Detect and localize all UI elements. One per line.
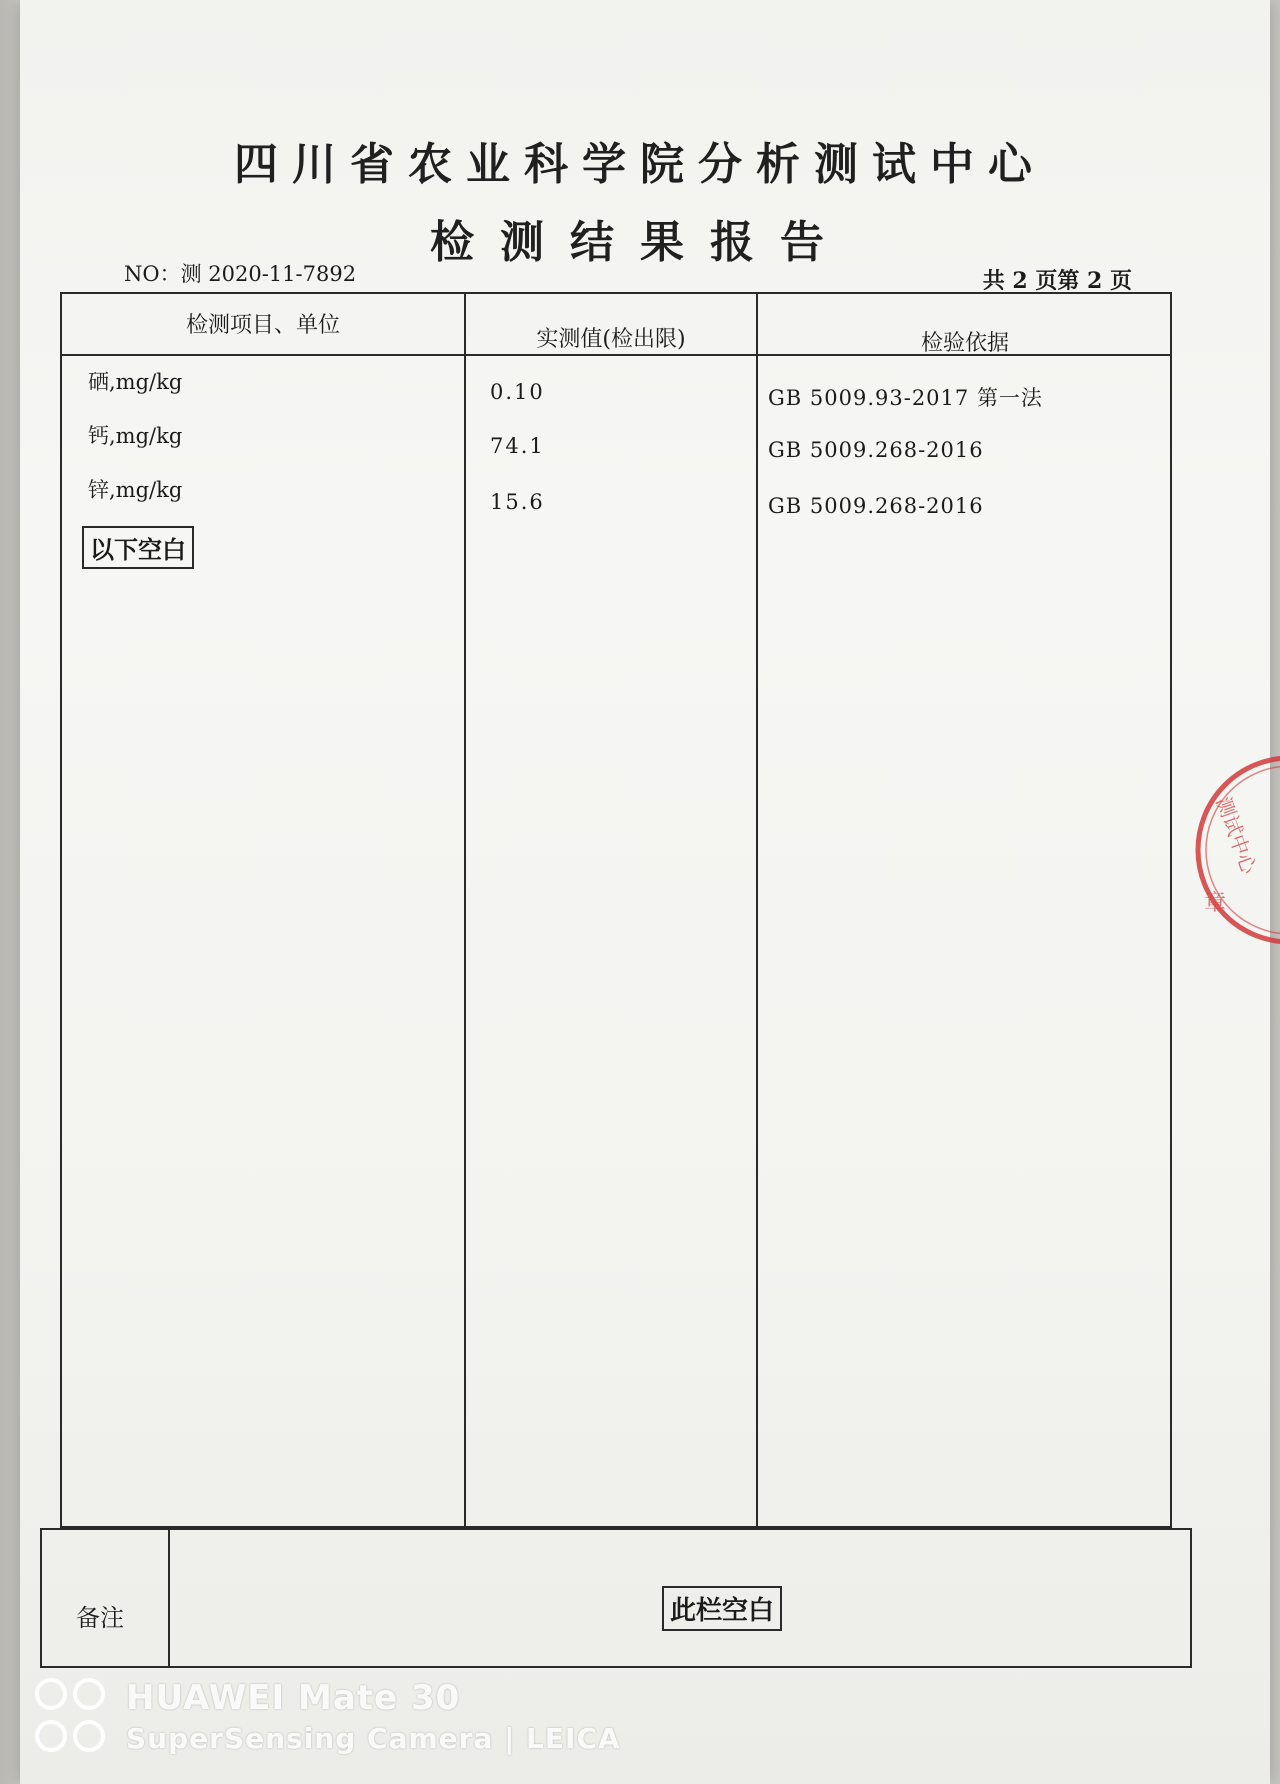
- watermark-device: HUAWEI Mate 30: [126, 1678, 461, 1718]
- table-row-item: 硒,mg/kg: [88, 370, 183, 394]
- column-divider: [464, 294, 466, 1526]
- table-row-item: 锌,mg/kg: [88, 478, 183, 502]
- column-header-method: 检验依据: [920, 331, 1009, 356]
- table-row-value: 15.6: [490, 490, 545, 514]
- remarks-divider: [168, 1530, 170, 1666]
- svg-text:测试中心: 测试中心: [1211, 793, 1262, 877]
- column-header-item: 检测项目、单位: [185, 313, 340, 338]
- column-header-value: 实测值(检出限): [536, 327, 686, 352]
- table-row-method: GB 5009.93-2017 第一法: [768, 386, 1043, 410]
- page-count: 共 2 页第 2 页: [982, 268, 1132, 294]
- watermark-camera: SuperSensing Camera | LEICA: [126, 1722, 621, 1755]
- column-divider: [756, 294, 758, 1526]
- leica-rings-icon: [34, 1676, 114, 1760]
- document-subtitle: 检测结果报告: [430, 217, 850, 268]
- table-row-item: 钙,mg/kg: [88, 424, 183, 448]
- svg-text:章: 章: [1204, 891, 1227, 916]
- official-seal-stamp: [1180, 740, 1280, 960]
- seal-stamp-icon: [1180, 740, 1280, 960]
- remarks-section: [40, 1528, 1192, 1668]
- table-row-method: GB 5009.268-2016: [768, 438, 984, 462]
- end-of-table-note: 以下空白: [82, 526, 194, 569]
- table-row-value: 74.1: [490, 434, 545, 458]
- table-row-method: GB 5009.268-2016: [768, 494, 984, 518]
- results-table: [60, 292, 1172, 1528]
- table-row-value: 0.10: [490, 380, 545, 404]
- report-number: NO：测 2020-11-7892: [124, 262, 357, 286]
- document-title: 四川省农业科学院分析测试中心: [234, 139, 1046, 190]
- remarks-content: 此栏空白: [662, 1586, 782, 1631]
- remarks-label: 备注: [76, 1604, 124, 1632]
